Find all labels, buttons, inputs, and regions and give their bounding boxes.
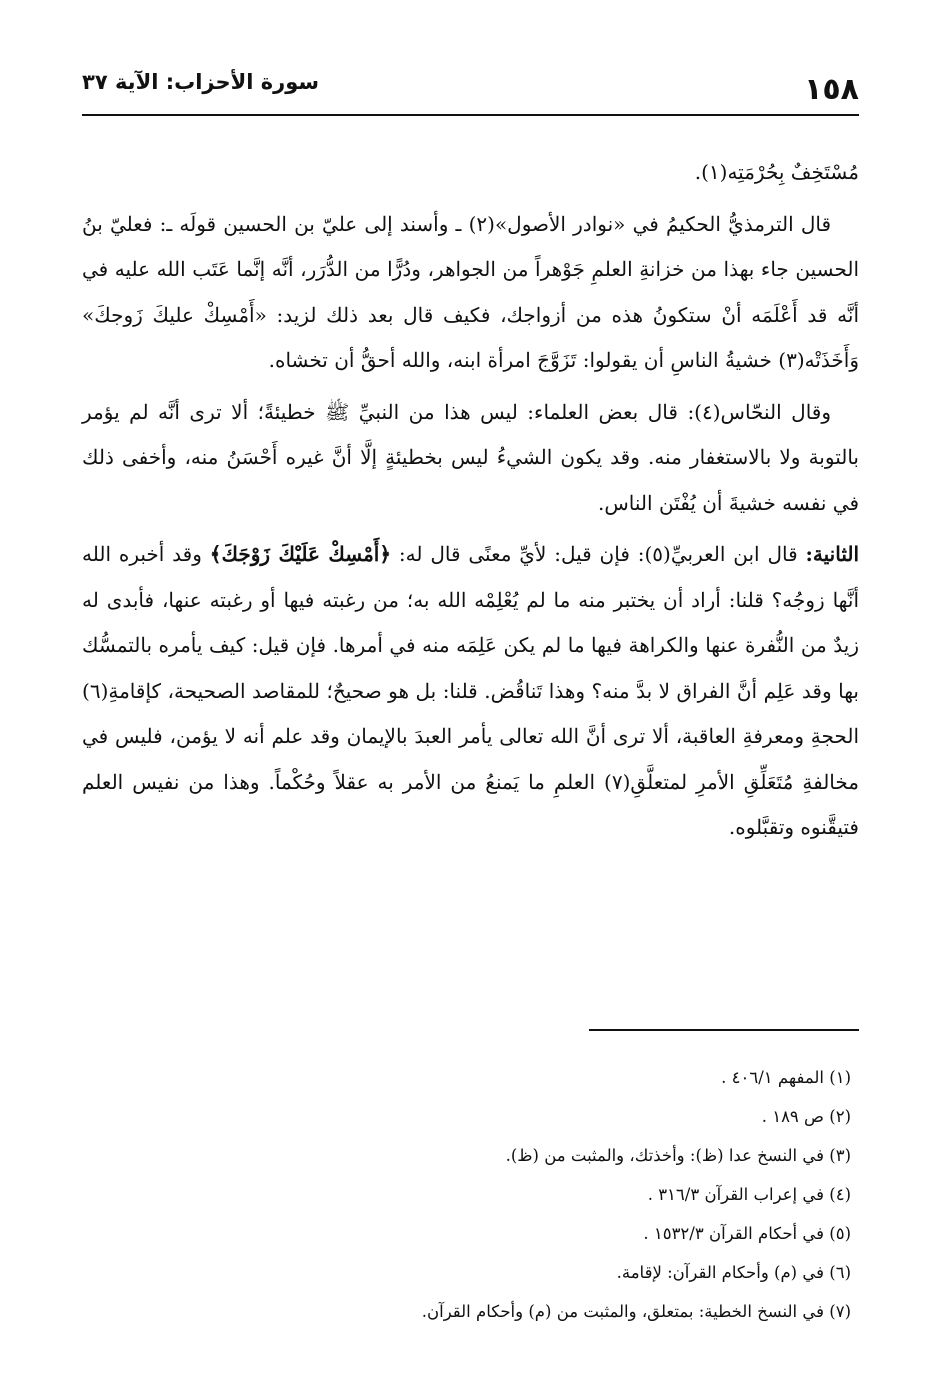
footnote: (١) المفهم ٤٠٦/١ . (721, 1068, 851, 1087)
paragraph-4 (82, 532, 859, 851)
footnote: (٦) في (م) وأحكام القرآن: لإقامة. (616, 1263, 851, 1282)
footnote-separator (589, 1029, 859, 1031)
page-number: ١٥٨ (804, 72, 859, 107)
footnote: (٥) في أحكام القرآن ١٥٣٢/٣ . (643, 1224, 851, 1243)
page-header (82, 66, 859, 116)
running-title: سورة الأحزاب: الآية ٣٧ (82, 70, 320, 94)
paragraph-1: مُسْتَخِفٌ بِحُرْمَتِه(١). (694, 160, 859, 184)
footnote: (٤) في إعراب القرآن ٣١٦/٣ . (647, 1185, 851, 1204)
paragraph-4-intro: قال ابن العربيِّ(٥): فإن قيل: لأيِّ معنًى قال له: (391, 542, 806, 566)
quran-verse: ﴿أَمْسِكْ عَلَيْكَ زَوْجَكَ﴾ (209, 542, 392, 566)
footnote: (٣) في النسخ عدا (ظ): وأخذتك، والمثبت من (ظ). (505, 1146, 851, 1165)
footnote: (٢) ص ١٨٩ . (761, 1107, 851, 1126)
section-heading: الثانية: (805, 542, 860, 566)
paragraph-3: وقال النحّاس(٤): قال بعض العلماء: ليس هذا من النبيِّ ﷺ خطيئةً؛ ألا ترى أنَّه لم يؤمر بالتوبة ولا بالاستغفار منه. وقد يكون الشيءُ ليس بخطيئةٍ إلَّا أنَّ غيره أَحْسَنُ منه، وأخفى ذلك في نفسه خشيةَ أن يُفْتَن الناس. (82, 399, 859, 515)
footnote: (٧) في النسخ الخطية: بمتعلق، والمثبت من (م) وأحكام القرآن. (421, 1302, 851, 1321)
paragraph-2: قال الترمذيُّ الحكيمُ في «نوادر الأصول»(٢) ـ وأسند إلى عليّ بن الحسين قولَه ـ: فعليّ بنُ الحسين جاء بهذا من خزانةِ العلمِ جَوْهراً من الجواهر، ودُرًّا من الدُّرَر، أنَّه إنَّما عَتَب الله عليه في أنَّه قد أَعْلَمَه أنْ ستكونُ هذه من أزواجك، فكيف قال بعد ذلك لزيد: «أَمْسِكْ عليكَ زَوجكَ» وَأَخَذَتْه(٣) خشيةُ الناسِ أن يقولوا: تَزَوَّجَ امرأة ابنه، والله أحقُّ أن تخشاه. (82, 211, 859, 372)
paragraph-4-rest: وقد أخبره الله أنَّها زوجُه؟ قلنا: أراد أن يختبر منه ما لم يُعْلِمْه الله به؛ من رغبته فيها أو رغبته عنها، فأبدى له زيدٌ من النُّفرة عنها والكراهة فيها ما لم يكن عَلِمَه منه في أمرها. فإن قيل: كيف يأمره بالتمسُّك بها وقد عَلِم أنَّ الفراق لا بدَّ منه؟ وهذا تَناقُض. قلنا: بل هو صحيحٌ؛ للمقاصد الصحيحة، كإقامةِ(٦) الحجةِ ومعرفةِ العاقبة، ألا ترى أنَّ الله تعالى يأمر العبدَ بالإيمان وقد علم أنه لا يؤمن، فليس في مخالفةِ مُتَعَلِّقِ الأمرِ لمتعلَّقِ(٧) العلمِ ما يَمنعُ من الأمر به عقلاً وحُكْماً. وهذا من نفيس العلم فتيقَّنوه وتقبَّلوه. (82, 542, 859, 839)
footnotes (82, 1058, 851, 1331)
main-text (82, 150, 859, 857)
